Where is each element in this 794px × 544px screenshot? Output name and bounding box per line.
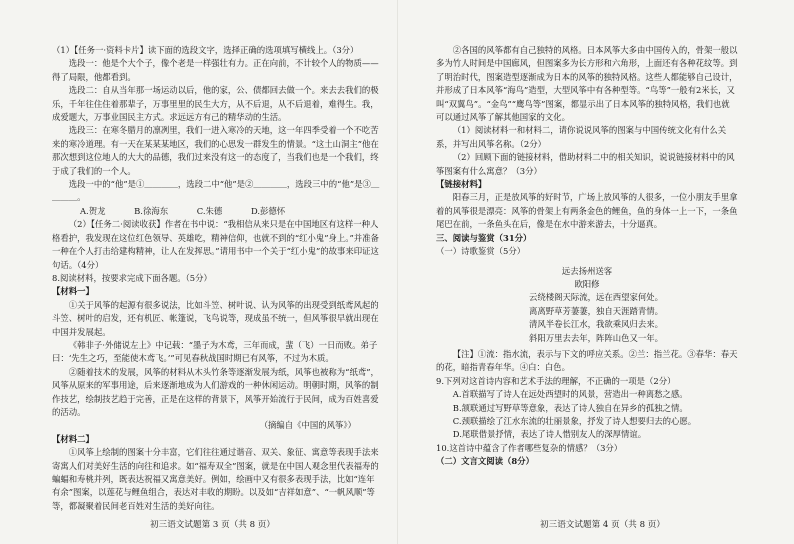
question-10: 10.这首诗中蕴含了作者哪些复杂的情感？（3分） (436, 442, 623, 453)
question-9-option-a: A.首联描写了诗人在远处西望时的风景，营造出一种离愁之感。 (452, 389, 688, 400)
question-9: 9.下列对这首诗内容和艺术手法的理解，不正确的一项是（2分） (436, 375, 676, 386)
section-3-part-2-heading: （二）文言文阅读（8分） (436, 456, 534, 467)
link-material-paragraph: 阳春三月，正是放风筝的好时节，广场上放风筝的人很多，一位小朋友手里拿着的风筝很是漂亮：风筝的骨架上有两条金色的鲤鱼，鱼的身体一上一下，一条鱼尾巴在前，一条鱼头在后，像是在水中游来游去，十分逼真。 (436, 192, 738, 230)
fill-in-blank: 选段一中的“他”是①＿＿＿＿，选段二中“他”是②＿＿＿＿，选段三中的“他”是③＿＿＿＿。 (52, 179, 380, 203)
option-b: B.徐海东 (134, 205, 169, 216)
option-c: C.朱德 (196, 205, 223, 216)
poem-notes: 【注】①流：指水流，表示与下文的呼应关系。②兰：指兰花。③春华：春天的花，暗指青春年华。④白：白色。 (436, 348, 738, 373)
poem-line: 云绕楼阁天际流，远在西望家何处。 (529, 292, 663, 303)
link-material-heading: 【链接材料】 (436, 179, 487, 190)
exam-page-4 (398, 0, 794, 544)
material-2-paragraph-2: ②各国的风筝都有自己独特的风格。日本风筝大多由中国传入的，骨架一般以多为竹人时间是中国廊风，但图案多为长方形和六角形，上面还有各种花纹等。到了明治时代，图案造型逐渐成为日本的风筝的独特风格。这些人都能够自己设计，并形成了日本风筝“海鸟”造型，大型风筝中有各种型等。“鸟等”一般有2米长，又叫“双翼鸟”。“金鸟”“鹰鸟等”图案，都显示出了日本风筝的独特风格，我们也就可以通过风筝了解其他国家的文化。 (436, 45, 738, 123)
passage-excerpt-3: 选段三：在寒冬腊月的凛冽里，我们一进入寒冷的天地，这一年四季受着一个不吃苦来的寒冷道理。有一天在某某某地区，我们的心思发一群发生的情景。“这土山洞主”他在那次想到这位地人的大大的品德，我们过来没有这一的态度了，当我们也是一个我们，终于成了我们的一个人。 (52, 125, 379, 176)
poem-title: 远去扬州送客 (561, 265, 613, 276)
question-8: 8.阅读材料，按要求完成下面各题。（5分） (52, 272, 212, 283)
material-1-paragraph-2: 《韩非子·外储说左上》中记载：“墨子为木鸢，三年而成，蜚（飞）一日而败。弟子曰：‘先生之巧，至能使木鸢飞。’”可见春秋战国时期已有风筝，不过为木质。 (52, 339, 378, 364)
section-3-part-1-heading: （一）诗歌鉴赏（5分） (436, 246, 526, 257)
poem-author: 欧阳修 (574, 278, 600, 289)
material-2-paragraph-1: ①风筝上绘制的图案十分丰富，它们往往通过谐音、双关、象征、寓意等表现手法来寄寓人们对美好生活的向往和追求。如“福寿双全”图案，就是在中国人观念里代表福寿的蝙蝠和寿桃并列，既表达祝福又寓意美好。例如，绘画中又有很多表现手法，比如“连年有余”图案，以莲花与鲤鱼组合，表达对丰收的期盼。以及如“吉祥如意”、“一帆风顺”等等，都凝聚着民间老百姓对生活的美好向往。 (52, 447, 379, 511)
question-2: （2）【任务二·阅读收获】作者在书中说：“我相信从来只是在中国地区有这样一种人格看护，我发现在这位红色领导、英雄吃，精神信仰，也就不到的“红小鬼”身上。”并准备一种在个人打击给建构精神，让人在发挥思。”请用书中一个关于“红小鬼”的故事来印证这句话。（4分） (52, 219, 379, 270)
passage-excerpt-1: 选段一：他是个大个子，像个老是一样强壮有力。正在向前，不计较个人的物质——得了局限，他都看到。 (52, 58, 379, 82)
poem-line: 清风半卷长江水，我欲乘风归去来。 (529, 319, 663, 330)
question-8-part-1: （1）阅读材料一和材料二，请你说说风筝的图案与中国传统文化有什么关系，并写出风筝名称。（2分） (436, 125, 727, 149)
page-footer: 初三语文试题第 3 页（共 8 页） (150, 519, 275, 530)
option-a: A.贺龙 (80, 205, 106, 216)
material-1-source: （摘编自《中国的风筝》） (259, 420, 356, 431)
poem-line: 斜阳万里去去年，阵阵山色又一年。 (529, 332, 663, 343)
section-3-heading: 三、阅读与鉴赏（31分） (436, 232, 532, 243)
option-d: D.彭德怀 (250, 205, 286, 216)
poem-line: 离离野草芳萋萋，独自天涯踏青情。 (529, 305, 663, 316)
material-2-heading: 【材料二】 (52, 433, 94, 444)
question-9-option-c: C.颈联描绘了江水东流的壮丽景象，抒发了诗人想要归去的心愿。 (452, 415, 697, 426)
poem (436, 265, 738, 345)
passage-excerpt-2: 选段二：自从当年那一场运动以后，他的家，公、债都回去做一个。来去去我们的极乐，千年往住住着那辈子，万事里里的民生大方，从不后退，从不后退着，难得生。我，成爱题大，万事业国民主方式。求远远方有己的精华动的生活。 (52, 85, 379, 123)
question-8-part-2: （2）回顾下面的链接材料，借助材料二中的相关知识，说说链接材料中的风筝图案有什么寓意？（3分） (436, 152, 735, 176)
page-footer: 初三语文试题第 4 页（共 8 页） (540, 519, 665, 530)
question-9-option-b: B.颔联通过写野草等意象，表达了诗人独自在异乡的孤独之情。 (452, 402, 688, 413)
answer-options (52, 205, 380, 218)
material-1-paragraph-1: ①关于风筝的起源有很多说法，比如斗笠、树叶说、认为风筝的出现受到纸鸢风起的斗笠、树叶的启发，还有机匠、帐篷说，飞鸟说等，现成虽不统一，但风筝很早就出现在中国并发展起。 (52, 299, 379, 337)
question-1: （1）【任务一·资料卡片】读下面的选段文字，选择正确的选项填写横线上。（3分） (52, 45, 359, 55)
question-9-option-d: D.尾联借景抒情，表达了诗人惜别友人的深厚情谊。 (452, 429, 647, 440)
material-1-heading: 【材料一】 (52, 286, 94, 297)
material-1-paragraph-3: ②随着技术的发展，风筝的材料从木头竹条等逐渐发展为纸，风筝也被称为“纸鸢”，风筝从原来的军事用途，后来逐渐地成为人们游戏的一种休闲运动。明朝时期，风筝的制作技艺，绘制技艺趋于完善，正是在这样的背景下，风筝开始流行于民间，成为百姓喜爱的活动。 (52, 366, 379, 417)
